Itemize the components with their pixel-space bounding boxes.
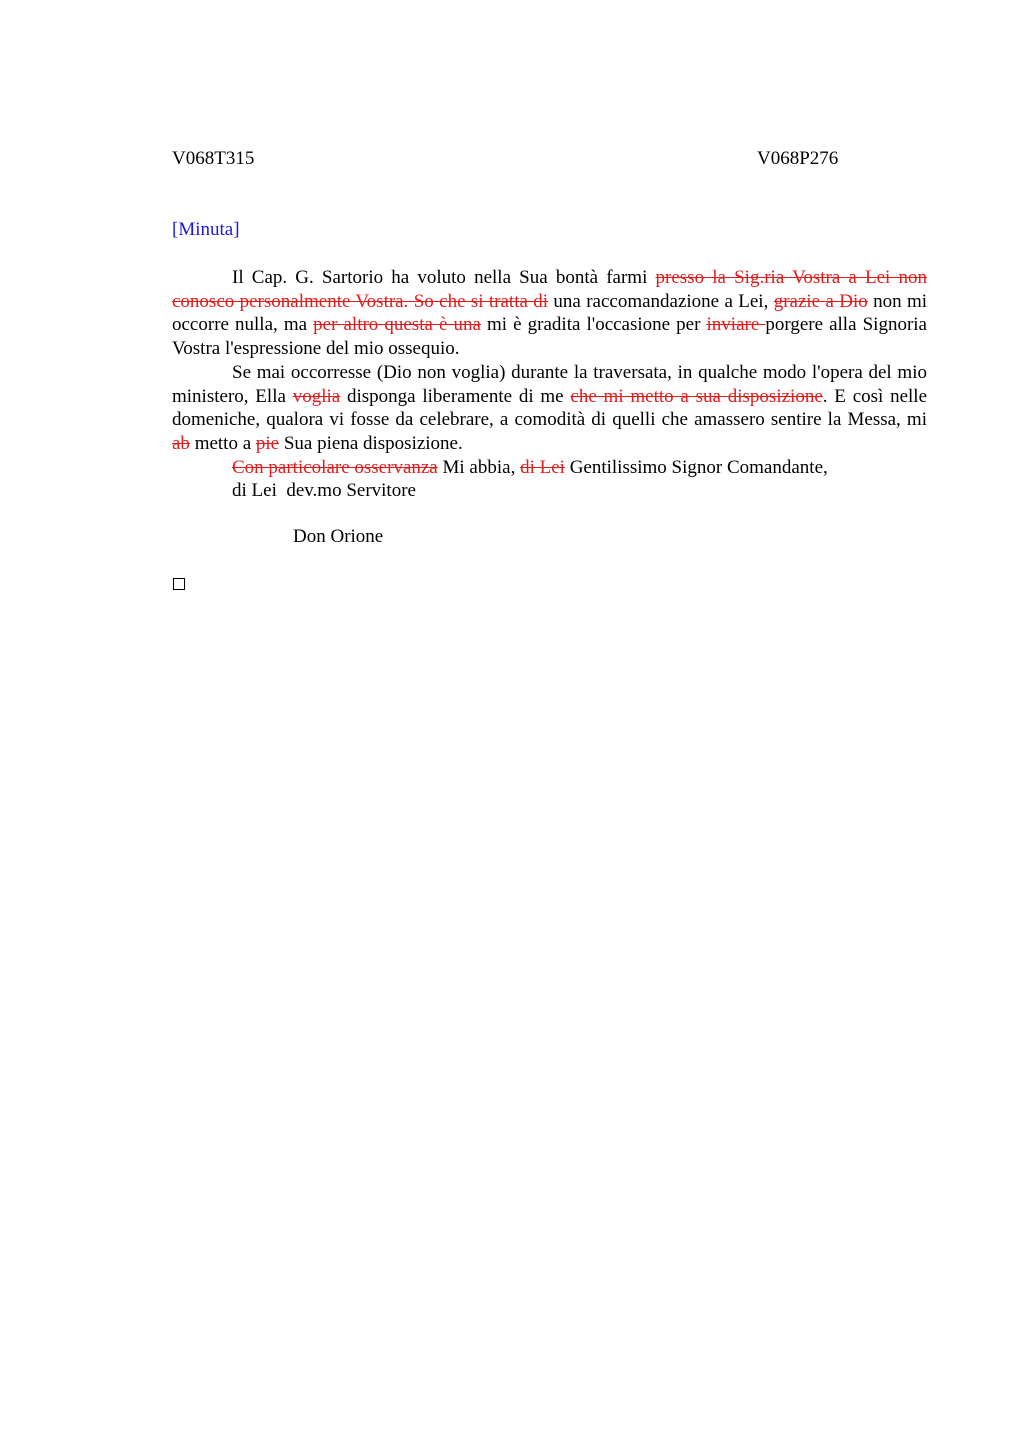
paragraph-2 (172, 361, 927, 456)
letter-body (172, 266, 927, 549)
minuta-label: [Minuta] (172, 219, 240, 240)
signature: Don Orione (293, 526, 384, 548)
empty-square-icon (173, 578, 185, 590)
deleted-text: inviare (706, 314, 766, 336)
paragraph-1 (172, 266, 927, 361)
document-code-right: V068P276 (757, 148, 839, 169)
deleted-text: Con particolare osservanza (232, 456, 438, 478)
text-segment: metto a (189, 432, 256, 454)
document-code-left: V068T315 (172, 148, 255, 169)
deleted-text: ab (172, 432, 190, 454)
text-segment: una raccomandazione a Lei, (548, 290, 774, 312)
text-segment: Se mai occorresse (Dio non voglia) durante la traversata, in qualche modo l'opera del mio ministero, Ella (172, 361, 927, 407)
deleted-text: presso la Sig.ria Vostra a Lei non conosco personalmente Vostra. So che si tratta di (172, 267, 927, 312)
text-segment: mi è gradita l'occasione per (480, 314, 707, 336)
text-segment: Gentilissimo Signor Comandante, (564, 456, 828, 478)
deleted-text: che mi metto a sua disposizione (570, 385, 823, 407)
deleted-text: per altro questa è una (313, 314, 481, 336)
text-segment: porgere alla Signoria Vostra l'espressione del mio ossequio. (172, 314, 927, 360)
text-segment: Il Cap. G. Sartorio ha voluto nella Sua bontà farmi (232, 267, 656, 288)
text-segment: . E così nelle domeniche, qualora vi fosse da celebrare, a comodità di quelli che amassero sentire la Messa, mi (172, 385, 928, 431)
deleted-text: pie (255, 432, 280, 454)
text-segment: disponga liberamente di me (340, 385, 571, 407)
text-segment: Sua piena disposizione. (279, 432, 463, 454)
paragraph-3 (172, 456, 927, 480)
text-segment: Mi abbia, (437, 456, 521, 478)
deleted-text: di Lei (520, 456, 565, 478)
closing-line: di Lei dev.mo Servitore (232, 480, 416, 502)
deleted-text: grazie a Dio (773, 290, 868, 312)
text-segment: non mi occorre nulla, ma (172, 290, 927, 336)
deleted-text: voglia (292, 385, 341, 407)
